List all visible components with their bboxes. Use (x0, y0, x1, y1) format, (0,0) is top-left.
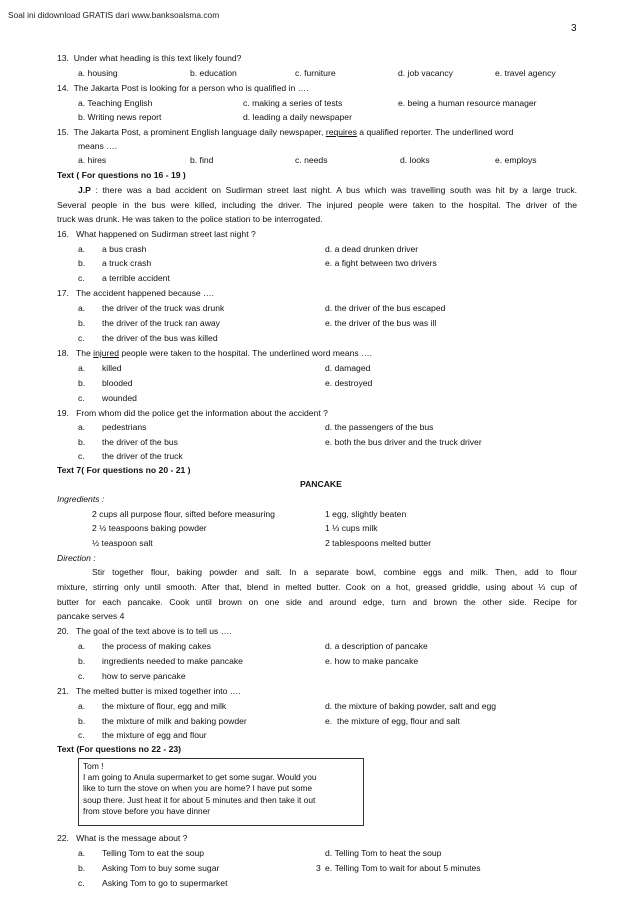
option-letter: c. (78, 671, 85, 681)
question-number: 19. (57, 408, 69, 418)
question-text-continued: a qualified reporter. The underlined word (359, 127, 514, 137)
option-letter: b. (78, 863, 86, 873)
option-d: d. job vacancy (398, 68, 453, 78)
option-letter: b. (78, 378, 86, 388)
option-letter: b. (78, 656, 86, 666)
question-13 (57, 53, 241, 65)
speaker-label: J.P (78, 185, 91, 195)
question-17 (57, 288, 214, 300)
message-box (78, 758, 364, 826)
direction-line-3: butter for each pancake. Cook until brown on one side and around edge, turn and brown the other side. Recipe for (57, 597, 577, 607)
option-b: the driver of the truck ran away (102, 318, 220, 328)
option-letter: c. (78, 730, 85, 740)
option-e: e. travel agency (495, 68, 556, 78)
question-19 (57, 408, 328, 420)
question-text: The accident happened because …. (75, 288, 215, 298)
option-c: a terrible accident (102, 273, 170, 283)
question-22 (57, 833, 187, 845)
option-e: both the bus driver and the truck driver (334, 437, 482, 447)
option-a: a. Teaching English (78, 98, 153, 108)
message-line: like to turn the stove on when you are home? I have put some (83, 783, 313, 794)
question-number: 16. (57, 229, 69, 239)
option-b: the mixture of milk and baking powder (102, 716, 247, 726)
passage-line-1 (78, 185, 577, 196)
text-heading: Text (For questions no 22 - 23) (57, 744, 181, 754)
ingredient-item: 1 egg, slightly beaten (325, 509, 407, 519)
option-letter: a. (78, 422, 86, 432)
ingredient-item: ½ teaspoon salt (92, 538, 153, 548)
option-c: Asking Tom to go to supermarket (102, 878, 228, 888)
question-text-continued: people were taken to the hospital. The underlined word means …. (121, 348, 373, 358)
ingredients-label: Ingredients : (57, 494, 105, 504)
question-text: The Jakarta Post is looking for a person who is qualified in …. (73, 83, 309, 93)
option-d: Telling Tom to heat the soup (334, 848, 442, 858)
question-text-line2: means …. (78, 141, 118, 151)
option-d: the passengers of the bus (334, 422, 434, 432)
option-letter: d. (325, 641, 333, 651)
option-letter: a. (78, 244, 86, 254)
option-letter: a. (78, 641, 86, 651)
option-a: a. housing (78, 68, 118, 78)
question-text: The goal of the text above is to tell us …. (75, 626, 232, 636)
option-letter: a. (78, 363, 86, 373)
option-b: the driver of the bus (102, 437, 178, 447)
option-letter: b. (78, 258, 86, 268)
option-d: a dead drunken driver (334, 244, 419, 254)
option-e: Telling Tom to wait for about 5 minutes (334, 863, 481, 873)
passage-line-3: truck was drunk. He was taken to the police station to be interrogated. (57, 214, 323, 224)
option-b: b. education (190, 68, 237, 78)
option-letter: e. (325, 863, 333, 873)
question-number: 22. (57, 833, 69, 843)
option-letter: c. (78, 451, 85, 461)
option-c: c. furniture (295, 68, 336, 78)
text-heading: Text ( For questions no 16 - 19 ) (57, 170, 186, 180)
question-number: 13. (57, 53, 69, 63)
question-text: Under what heading is this text likely found? (73, 53, 242, 63)
download-watermark: Soal ini didownload GRATIS dari www.banksoalsma.com (8, 10, 220, 20)
option-e: how to make pancake (334, 656, 419, 666)
question-text: The Jakarta Post, a prominent English language daily newspaper, (73, 127, 324, 137)
passage-text: : there was a bad accident on Sudirman street last night. A bus which was travelling south was hit by a large truck. (95, 185, 578, 195)
question-number: 14. (57, 83, 69, 93)
option-b: ingredients needed to make pancake (102, 656, 243, 666)
option-c: wounded (102, 393, 137, 403)
question-number: 15. (57, 127, 69, 137)
option-d: d. looks (400, 155, 430, 165)
recipe-title: PANCAKE (300, 479, 342, 489)
option-letter: c. (78, 393, 85, 403)
option-letter: e. (325, 656, 333, 666)
option-c: how to serve pancake (102, 671, 186, 681)
option-a: the driver of the truck was drunk (102, 303, 225, 313)
option-letter: a. (78, 848, 86, 858)
message-line: from stove before you have dinner (83, 805, 211, 816)
option-letter: b. (78, 716, 86, 726)
question-16 (57, 229, 256, 241)
question-number: 17. (57, 288, 69, 298)
passage-line-2: Several people in the bus were killed, including the driver. The injured people were taken to the hospital. The driver of the (57, 200, 577, 210)
question-text: The melted butter is mixed together into …. (75, 686, 241, 696)
message-line: I am going to Anula supermarket to get some sugar. Would you (83, 772, 317, 783)
underlined-word: injured (93, 348, 119, 358)
ingredient-item: 2 ½ teaspoons baking powder (92, 523, 207, 533)
question-number: 18. (57, 348, 69, 358)
option-c: the mixture of egg and flour (102, 730, 207, 740)
option-letter: c. (78, 878, 85, 888)
question-number: 20. (57, 626, 69, 636)
option-letter: d. (325, 848, 333, 858)
option-c: c. needs (295, 155, 328, 165)
option-a: pedestrians (102, 422, 147, 432)
direction-line-2: mixture, stirring only until smooth. After that, blend in melted butter. Cook on a hot, greased griddle, using about ⅓ cup of (57, 582, 577, 592)
question-text: What happened on Sudirman street last night ? (76, 229, 256, 239)
text-heading: Text 7( For questions no 20 - 21 ) (57, 465, 191, 475)
option-d: a description of pancake (334, 641, 428, 651)
direction-label: Direction : (57, 553, 96, 563)
option-letter: b. (78, 437, 86, 447)
ingredient-item: 2 tablespoons melted butter (325, 538, 432, 548)
question-21 (57, 686, 241, 698)
option-e: e. employs (495, 155, 537, 165)
option-a: a. hires (78, 155, 107, 165)
option-letter: b. (78, 318, 86, 328)
option-b: Asking Tom to buy some sugar (102, 863, 220, 873)
option-d: damaged (334, 363, 371, 373)
footer-page-number: 3 (316, 863, 321, 873)
option-c: the driver of the truck (102, 451, 183, 461)
option-letter: d. (325, 701, 333, 711)
message-line: Tom ! (83, 761, 104, 771)
option-e: destroyed (334, 378, 373, 388)
option-c: the driver of the bus was killed (102, 333, 218, 343)
option-letter: e. (325, 378, 333, 388)
question-15 (57, 127, 513, 139)
option-c: c. making a series of tests (243, 98, 343, 108)
option-b: a truck crash (102, 258, 152, 268)
underlined-word: requires (325, 127, 357, 137)
option-e: e. being a human resource manager (398, 98, 537, 108)
option-letter: a. (78, 303, 86, 313)
direction-line-1: Stir together flour, baking powder and salt. In a separate bowl, combine eggs and milk. Then, add to flour (92, 567, 577, 577)
option-letter: e. (325, 318, 333, 328)
option-a: the process of making cakes (102, 641, 211, 651)
option-letter: e. (325, 437, 333, 447)
option-e: the driver of the bus was ill (334, 318, 437, 328)
option-e: the mixture of egg, flour and salt (334, 716, 460, 726)
direction-line-4: pancake serves 4 (57, 611, 125, 621)
option-d: the mixture of baking powder, salt and egg (334, 701, 497, 711)
option-letter: e. (325, 258, 333, 268)
option-letter: d. (325, 303, 333, 313)
option-d: d. leading a daily newspaper (243, 112, 352, 122)
ingredient-item: 2 cups all purpose flour, sifted before measuring (92, 509, 275, 519)
option-a: killed (102, 363, 122, 373)
question-18 (57, 348, 372, 360)
option-letter: d. (325, 244, 333, 254)
question-text: What is the message about ? (76, 833, 188, 843)
option-letter: c. (78, 333, 85, 343)
option-b: blooded (102, 378, 133, 388)
question-text: The (75, 348, 91, 358)
option-letter: c. (78, 273, 85, 283)
option-e: a fight between two drivers (334, 258, 437, 268)
option-a: a bus crash (102, 244, 147, 254)
option-a: the mixture of flour, egg and milk (102, 701, 227, 711)
question-text: From whom did the police get the information about the accident ? (76, 408, 328, 418)
option-d: the driver of the bus escaped (334, 303, 446, 313)
option-letter: a. (78, 701, 86, 711)
option-b: b. Writing news report (78, 112, 162, 122)
ingredient-item: 1 ⅓ cups milk (325, 523, 378, 533)
option-letter: d. (325, 422, 333, 432)
page-number: 3 (571, 23, 577, 34)
option-a: Telling Tom to eat the soup (102, 848, 205, 858)
question-number: 21. (57, 686, 69, 696)
option-letter: d. (325, 363, 333, 373)
question-14 (57, 83, 309, 95)
option-letter: e. (325, 716, 333, 726)
option-b: b. find (190, 155, 214, 165)
message-line: soup there. Just heat it for about 5 minutes and then take it out (83, 794, 316, 805)
question-20 (57, 626, 232, 638)
